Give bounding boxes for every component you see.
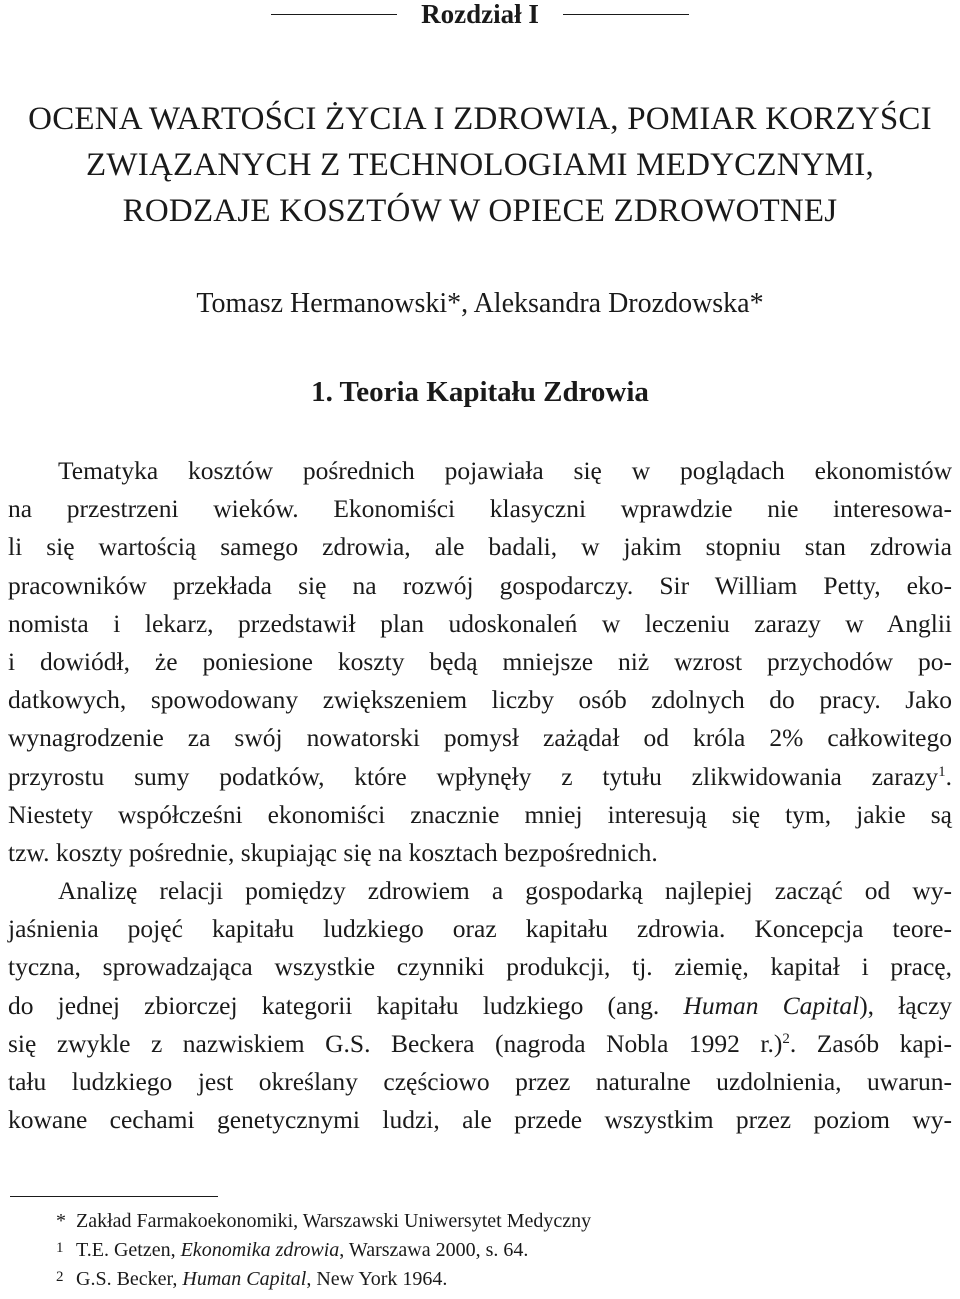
text-run: T.E. Getzen, xyxy=(76,1239,181,1261)
chapter-label: Rozdział I xyxy=(421,0,539,29)
footnote-mark: 1 xyxy=(56,1240,64,1256)
text-line: tału ludzkiego jest określany częściowo przez naturalne uzdolnienia, uwarun- xyxy=(8,1067,952,1096)
title-line: OCENA WARTOŚCI ŻYCIA I ZDROWIA, POMIAR KORZYŚCI xyxy=(28,101,932,137)
text-line: i dowiódł, że poniesione koszty będą mniejsze niż wzrost przychodów po- xyxy=(8,646,952,676)
text-run: ), łączy xyxy=(859,990,953,1020)
authors: Tomasz Hermanowski*, Aleksandra Drozdowska* xyxy=(196,288,764,319)
footnote xyxy=(56,1265,940,1294)
text-run: . xyxy=(945,761,952,791)
text-line: nomista i lekarz, przedstawił plan udoskonaleń w leczeniu zarazy w Anglii xyxy=(8,608,952,638)
text-line: tyczna, sprowadzająca wszystkie czynniki produkcji, tj. ziemię, kapitał i pracę, xyxy=(8,952,952,982)
section-heading: 1. Teoria Kapitału Zdrowia xyxy=(311,376,649,408)
text-run: się zwykle z nazwiskiem G.S. Beckera (nagroda Nobla 1992 r.) xyxy=(8,1028,783,1058)
text-line: tzw. koszty pośrednie, skupiając się na kosztach bezpośrednich. xyxy=(8,837,658,867)
text-line xyxy=(8,987,952,1025)
footnote-mark: * xyxy=(56,1210,66,1232)
text-line: Tematyka kosztów pośrednich pojawiała się w poglądach ekonomistów xyxy=(58,456,952,485)
text-run: przyrostu sumy podatków, które wpłynęły z tytułu zlikwidowania zarazy xyxy=(8,761,939,791)
text-line: li się wartością samego zdrowia, ale badali, w jakim stopniu stan zdrowia xyxy=(8,532,952,562)
chapter-rule-left xyxy=(271,14,397,15)
text-line: na przestrzeni wieków. Ekonomiści klasyczni wprawdzie nie interesowa- xyxy=(8,494,952,524)
text-run: G.S. Becker, xyxy=(76,1268,183,1290)
italic-term: Human Capital xyxy=(683,990,860,1020)
text-line xyxy=(8,1025,952,1063)
footnote xyxy=(56,1236,940,1265)
italic-title: Ekonomika zdrowia xyxy=(180,1239,340,1261)
footnote xyxy=(56,1207,940,1236)
footnote-text xyxy=(76,1268,447,1290)
footnote-ref: 2 xyxy=(782,1030,790,1047)
text-run: , Warszawa 2000, s. 64. xyxy=(339,1239,529,1261)
footnote-rule xyxy=(10,1196,218,1197)
text-line: pracowników przekłada się na rozwój gospodarczy. Sir William Petty, eko- xyxy=(8,570,952,600)
footnote-text: Zakład Farmakoekonomiki, Warszawski Uniwersytet Medyczny xyxy=(76,1210,592,1232)
footnote-text xyxy=(76,1239,528,1261)
text-run: do jednej zbiorczej kategorii kapitału ludzkiego (ang. xyxy=(8,990,660,1020)
text-line xyxy=(8,758,952,796)
chapter-header xyxy=(0,0,960,28)
text-line: wynagrodzenie za swój nowatorski pomysł zażądał od króla 2% całkowitego xyxy=(8,723,952,753)
footnote-ref: 1 xyxy=(938,763,946,780)
chapter-title xyxy=(0,96,960,234)
text-run: , New York 1964. xyxy=(306,1268,448,1290)
text-line: datkowych, spowodowany zwiększeniem liczby osób zdolnych do pracy. Jako xyxy=(8,685,952,715)
text-run: . Zasób kapi- xyxy=(789,1028,952,1058)
text-line: jaśnienia pojęć kapitału ludzkiego oraz kapitału zdrowia. Koncepcja teore- xyxy=(8,914,952,944)
body-text xyxy=(8,452,952,1139)
footnote-mark: 2 xyxy=(56,1269,64,1285)
chapter-rule-right xyxy=(563,14,689,15)
title-line: RODZAJE KOSZTÓW W OPIECE ZDROWOTNEJ xyxy=(122,193,838,229)
text-line: Niestety współcześni ekonomiści znacznie mniej interesują się tym, jakie są xyxy=(8,799,952,829)
title-line: ZWIĄZANYCH Z TECHNOLOGIAMI MEDYCZNYMI, xyxy=(86,147,874,183)
italic-title: Human Capital xyxy=(182,1268,307,1290)
footnotes xyxy=(56,1207,940,1294)
text-line: Analizę relacji pomiędzy zdrowiem a gospodarką najlepiej zacząć od wy- xyxy=(58,876,952,906)
text-line: kowane cechami genetycznymi ludzi, ale przede wszystkim przez poziom wy- xyxy=(8,1105,952,1135)
